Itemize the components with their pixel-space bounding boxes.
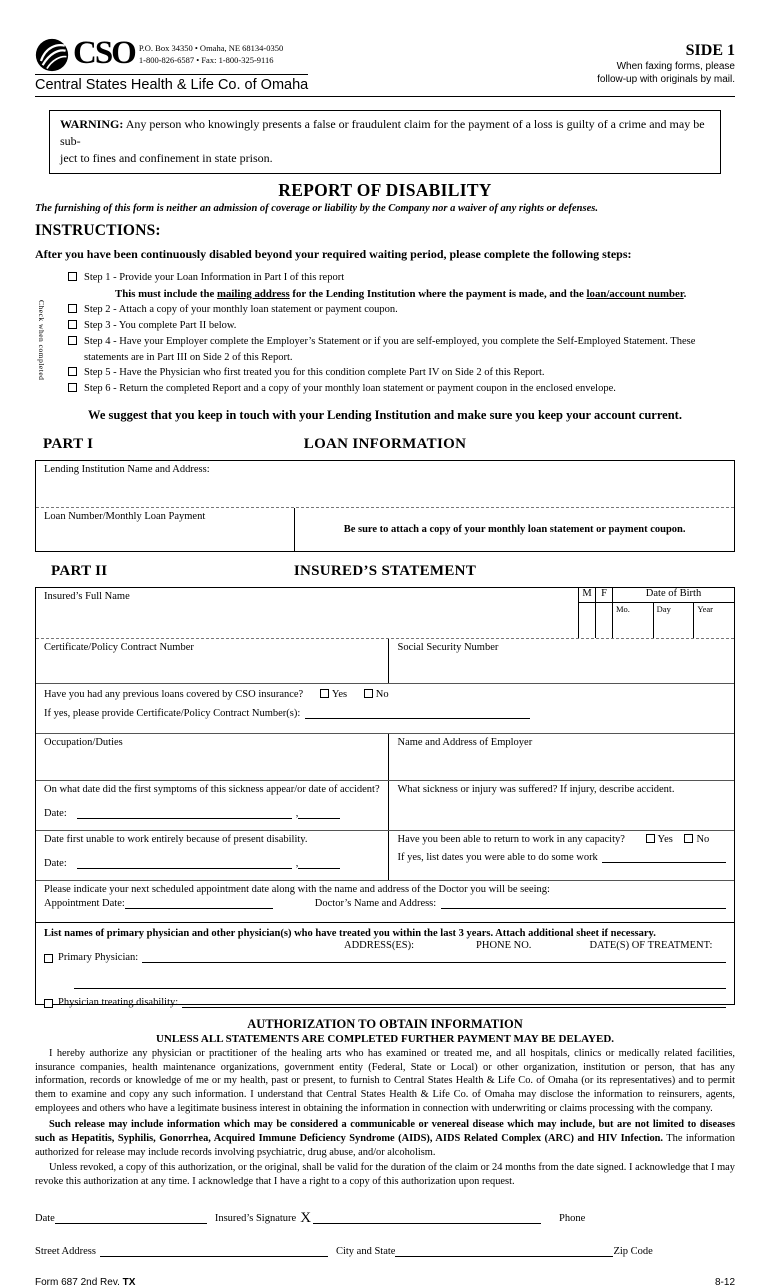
signature-x-mark: X [300, 1210, 312, 1227]
authorization-title: AUTHORIZATION TO OBTAIN INFORMATION [247, 1016, 523, 1031]
symptoms-year-field[interactable] [298, 808, 340, 819]
revision-code: 8-12 [714, 1277, 735, 1288]
primary-physician-checkbox[interactable] [44, 954, 53, 963]
sickness-description-cell[interactable] [388, 781, 734, 830]
step-2-label: Step 2 - Attach a copy of your monthly loan statement or payment coupon. [84, 304, 398, 316]
street-address-label: Street Address [35, 1246, 96, 1258]
communicable-disease-clause: Such release may include information which may be considered a communicable or venereal disease which may include, but are not limited to diseases such as Hepatitis, Syphilis, Gonorrhea, Acquired Immune Deficiency Syndrome (AIDS), AIDS Related Complex (ARC) and HIV Infection. [35, 1118, 735, 1144]
phone-label: Phone [559, 1213, 586, 1225]
warning-box [49, 110, 721, 174]
insured-signature-label: Insured’s Signature [214, 1213, 297, 1225]
step-4-checkbox[interactable] [68, 336, 77, 345]
instructions-intro: After you have been continuously disabled beyond your required waiting period, please complete the following steps: [35, 247, 632, 262]
step-1-note: This must include the mailing address for the Lending Institution where the payment is made, and the loan/account number. [115, 288, 687, 301]
authorization-paragraph-2: Such release may include information which may be considered a communicable or venereal disease which may include, but are not limited to diseases such as Hepatitis, Syphilis, Gonorrhea, Acquired Immune Deficiency Syndrome (AIDS), AIDS Related Complex (ARC) and HIV Infection. The information authorized for release may include records involving psychiatric, drug abuse, and/or alcoholism. [35, 1118, 735, 1158]
female-label: F [596, 588, 612, 603]
disability-date-field[interactable] [77, 858, 292, 869]
dob-day-cell[interactable]: Day [653, 603, 694, 638]
date-label: Date [35, 1213, 55, 1225]
company-name: Central States Health & Life Co. of Omaha [35, 77, 309, 93]
step-3-label: Step 3 - You complete Part II below. [84, 320, 237, 332]
authorization-subtitle: UNLESS ALL STATEMENTS ARE COMPLETED FURTHER PAYMENT MAY BE DELAYED. [155, 1032, 615, 1045]
treating-physician-field[interactable] [182, 997, 726, 1008]
lending-institution-cell[interactable] [36, 461, 734, 507]
physicians-cell [36, 922, 734, 1008]
logo-text: CSO [73, 35, 135, 71]
step-3-checkbox[interactable] [68, 320, 77, 329]
appointment-note: Please indicate your next scheduled appointment date along with the name and address of the Doctor you will be seeing: [44, 883, 550, 895]
mailing-address-emphasis: mailing address [217, 288, 290, 301]
step-5-label: Step 5 - Have the Physician who first treated you for this condition complete Part IV on Side 2 of this Report. [84, 367, 545, 379]
return-work-no-checkbox[interactable] [684, 834, 693, 843]
step-5-checkbox[interactable] [68, 367, 77, 376]
return-to-work-question: Have you been able to return to work in any capacity? [397, 833, 625, 845]
employer-label: Name and Address of Employer [397, 736, 533, 748]
phone-no-label: PHONE NO. [476, 939, 532, 951]
previous-loans-yes-checkbox[interactable] [320, 689, 329, 698]
unable-to-work-cell: Date first unable to work entirely because of present disability. Date: , [36, 831, 388, 880]
address-line1: P.O. Box 34350 • Omaha, NE 68134-0350 [138, 43, 284, 53]
step-3 [68, 318, 735, 334]
loan-number-label: Loan Number/Monthly Loan Payment [44, 510, 206, 522]
address-row [35, 1246, 735, 1257]
part1-heading [35, 436, 735, 456]
loan-number-cell[interactable] [36, 508, 294, 551]
primary-physician-label: Primary Physician: [58, 951, 139, 963]
step-5 [68, 365, 735, 381]
page-title: REPORT OF DISABILITY [278, 180, 492, 201]
address-line2: 1-800-826-6587 • Fax: 1-800-325-9116 [138, 55, 274, 66]
check-when-completed-note: Check when completed [37, 300, 46, 381]
company-logo [35, 35, 308, 75]
male-column[interactable] [578, 588, 595, 638]
additional-physician-field[interactable] [74, 978, 726, 989]
physicians-column-labels [44, 940, 726, 951]
employer-cell[interactable] [388, 734, 734, 780]
attach-coupon-note: Be sure to attach a copy of your monthly loan statement or payment coupon. [294, 508, 734, 551]
previous-loans-yes-label: Yes [331, 688, 348, 700]
previous-loans-cell [36, 683, 734, 733]
step-2-checkbox[interactable] [68, 304, 77, 313]
part2-label: PART II [51, 562, 108, 579]
insureds-statement-table [35, 587, 735, 1008]
previous-loans-no-checkbox[interactable] [364, 689, 373, 698]
account-current-note: We suggest that you keep in touch with your Lending Institution and make sure you keep your account current. [88, 407, 682, 422]
dob-year-cell[interactable]: Year [693, 603, 734, 638]
occupation-label: Occupation/Duties [44, 736, 123, 748]
part1-title: LOAN INFORMATION [303, 435, 467, 452]
symptoms-date-field[interactable] [77, 808, 292, 819]
doctor-name-label: Doctor’s Name and Address: [314, 897, 437, 909]
fax-note: When faxing forms, please follow-up with originals by mail. [597, 61, 735, 85]
sex-dob-subtable [578, 588, 734, 638]
previous-loans-question: Have you had any previous loans covered by CSO insurance? [44, 688, 304, 700]
female-column[interactable] [595, 588, 612, 638]
step-4 [68, 334, 735, 366]
step-6 [68, 381, 735, 397]
treatment-dates-label: DATE(S) OF TREATMENT: [589, 939, 713, 951]
work-dates-field[interactable] [602, 852, 726, 863]
lending-institution-label: Lending Institution Name and Address: [44, 463, 210, 475]
warning-label: WARNING: [60, 117, 124, 131]
signature-field[interactable] [313, 1213, 541, 1224]
authorization-paragraph-3: Unless revoked, a copy of this authorization, or the original, shall be valid for the duration of the claim or 24 months from the date signed. I acknowledge that I may revoke this authorization at any time. I acknowledge that I have a right to a copy of this authorization upon request. [35, 1162, 735, 1188]
symptoms-date-label: Date: [44, 807, 67, 819]
doctor-name-address-field[interactable] [441, 898, 726, 909]
warning-text-line1: Any person who knowingly presents a false or fraudulent claim for the payment of a loss is guilty of a crime and may be sub- [60, 117, 705, 148]
male-label: M [579, 588, 595, 603]
disability-year-field[interactable] [298, 858, 340, 869]
instructions-heading: INSTRUCTIONS: [35, 222, 161, 240]
return-work-yes-label: Yes [657, 833, 673, 845]
return-work-yes-checkbox[interactable] [646, 834, 655, 843]
company-address [139, 38, 283, 67]
ssn-label: Social Security Number [397, 641, 499, 653]
zip-code-label: Zip Code [613, 1246, 653, 1258]
return-work-no-label: No [696, 833, 710, 845]
return-to-work-cell [388, 831, 734, 880]
form-disclaimer: The furnishing of this form is neither an admission of coverage or liability by the Company nor a waiver of any rights or defenses. [35, 203, 598, 215]
insured-name-cell[interactable] [36, 588, 576, 605]
primary-physician-field[interactable] [142, 952, 726, 963]
step-4-label: Step 4 - Have your Employer complete the Employer’s Statement or if you are self-employed, you complete the Self-Employed Statement. These statements are in Part III on Side 2 of this Report. [84, 335, 696, 363]
first-symptoms-cell: On what date did the first symptoms of this sickness appear/or date of accident? Date: , [44, 783, 380, 819]
warning-text-line2: ject to fines and confinement in state prison. [60, 150, 273, 165]
form-state: TX [122, 1277, 136, 1288]
appointment-cell [36, 880, 734, 922]
sickness-question: What sickness or injury was suffered? If injury, describe accident. [397, 783, 675, 795]
city-state-field[interactable] [395, 1246, 613, 1257]
part2-heading [35, 563, 735, 583]
treating-physician-label: Physician treating disability: [58, 996, 179, 1008]
steps-list [35, 270, 735, 396]
street-address-field[interactable] [100, 1246, 328, 1257]
if-yes-provide-label: If yes, please provide Certificate/Policy Contract Number(s): [44, 707, 301, 719]
physicians-heading: List names of primary physician and other physician(s) who have treated you within the last 3 years. Attach additional sheet if necessary. [44, 927, 656, 939]
dob-column[interactable] [612, 588, 734, 638]
addresses-label: ADDRESS(ES): [344, 939, 415, 951]
loan-account-number-emphasis: loan/account number [586, 288, 684, 301]
treating-physician-checkbox[interactable] [44, 999, 53, 1008]
form-header [35, 35, 735, 97]
date-field[interactable] [55, 1213, 207, 1224]
city-state-label: City and State [335, 1246, 396, 1258]
form-number: Form 687 2nd Rev. TX [35, 1277, 136, 1288]
part1-label: PART I [43, 435, 94, 452]
ssn-cell[interactable] [388, 639, 734, 683]
unable-to-work-label: Date first unable to work entirely because of present disability. [44, 833, 308, 845]
first-symptoms-question: On what date did the first symptoms of this sickness appear/or date of accident? [44, 783, 380, 795]
previous-loans-no-label: No [375, 688, 389, 700]
authorization-paragraph-1: I hereby authorize any physician or practitioner of the healing arts who has examined or treated me, and all hospitals, clinics or medically related facilities, insurance companies, health maintenance organizations, government entity (Federal, State or Local) or other organization, institution or person, that has any information, records or knowledge of me or my health, past or present, to furnish to Central States Health & Life Co. of Omaha (or its representatives) and to permit them to examine and copy any such information. I understand that Central States Health & Life Co. of Omaha may disclose the information to reinsurers, agents, employees and others who have a legitimate business interest in obtaining the information in connection with underwriting or claims processing with the company. [35, 1047, 735, 1115]
appointment-date-label: Appointment Date: [44, 897, 125, 909]
insured-name-label: Insured’s Full Name [44, 590, 130, 602]
step-1-checkbox[interactable] [68, 272, 77, 281]
appointment-date-field[interactable] [125, 898, 273, 909]
step-6-checkbox[interactable] [68, 383, 77, 392]
part2-title: INSURED’S STATEMENT [293, 562, 477, 579]
loan-information-table [35, 460, 735, 552]
step-6-label: Step 6 - Return the completed Report and a copy of your monthly loan statement or payment coupon in the enclosed envelope. [84, 383, 616, 395]
certificate-number-cell[interactable] [36, 639, 388, 683]
dob-label: Date of Birth [613, 588, 734, 603]
occupation-cell[interactable] [36, 734, 388, 780]
disability-date-label: Date: [44, 857, 67, 869]
step-2 [68, 302, 735, 318]
form-footer [35, 1277, 735, 1288]
certificate-number-label: Certificate/Policy Contract Number [44, 641, 194, 653]
step-1-label: Step 1 - Provide your Loan Information in Part I of this report [84, 272, 345, 284]
dob-month-cell[interactable]: Mo. [616, 603, 630, 614]
cso-logo-icon [35, 38, 69, 72]
step-1 [68, 270, 735, 286]
signature-row [35, 1210, 735, 1227]
previous-certificate-numbers-field[interactable] [305, 708, 530, 719]
side-label: SIDE 1 [685, 42, 735, 59]
if-yes-list-dates-label: If yes, list dates you were able to do some work [397, 851, 598, 863]
